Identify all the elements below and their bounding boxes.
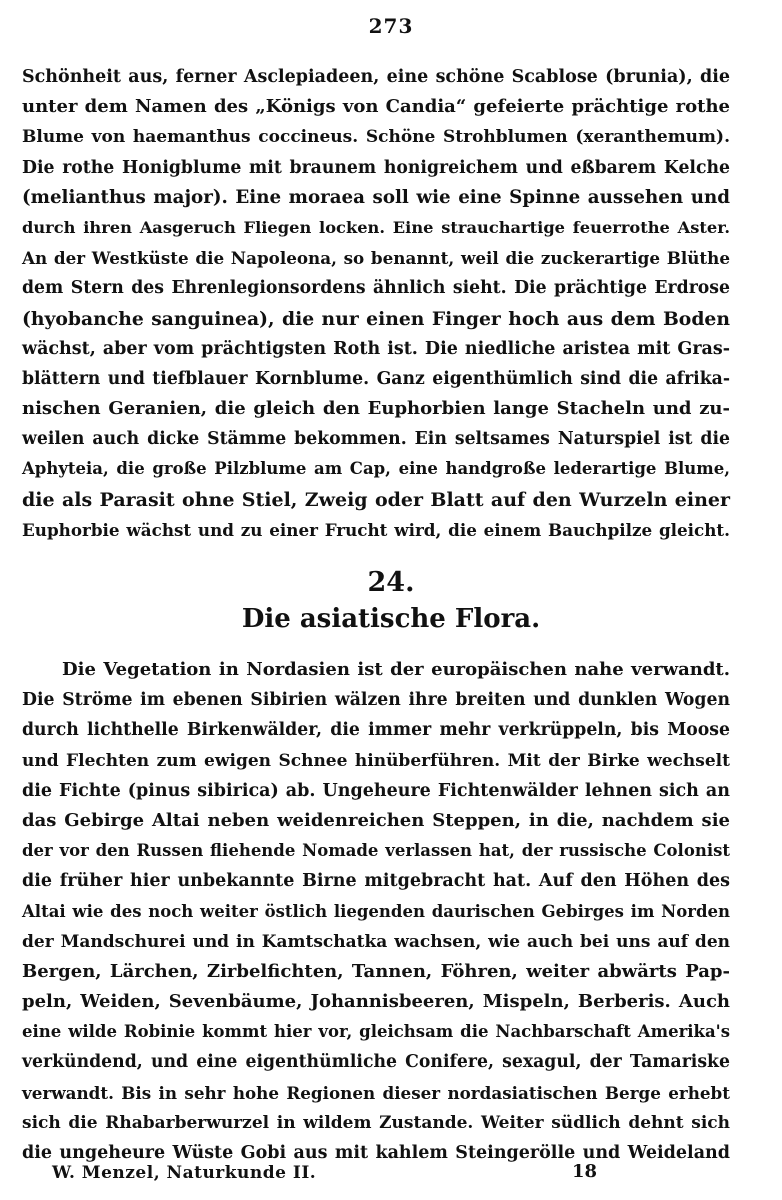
text-line: Die rothe Honigblume mit braunem honigreichem und eßbarem Kelche [22, 157, 730, 178]
text-line: sich die Rhabarberwurzel in wildem Zustande. Weiter südlich dehnt sich [22, 1112, 730, 1133]
text-line: das Gebirge Altai neben weidenreichen Steppen, in die, nachdem sie [22, 809, 730, 831]
text-line: die ungeheure Wüste Gobi aus mit kahlem Steingerölle und Weideland [22, 1143, 730, 1163]
page-number: 273 [368, 14, 414, 38]
text-line: die früher hier unbekannte Birne mitgebracht hat. Auf den Höhen des [22, 871, 730, 892]
text-line: wächst, aber vom prächtigsten Roth ist. Die niedliche aristea mit Gras- [22, 338, 730, 359]
text-line: durch lichthelle Birkenwälder, die immer mehr verkrüppeln, bis Moose [22, 720, 730, 741]
signature-mark: W. Menzel, Naturkunde II. [52, 1163, 317, 1183]
text-line: Euphorbie wächst und zu einer Frucht wird, die einem Bauchpilze gleicht. [22, 519, 730, 540]
text-line: die als Parasit ohne Stiel, Zweig oder Blatt auf den Wurzeln einer [22, 488, 730, 511]
text-line: blättern und tiefblauer Kornblume. Ganz eigenthümlich sind die afrika- [22, 368, 730, 389]
text-line: und Flechten zum ewigen Schnee hinüberführen. Mit der Birke wechselt [22, 750, 730, 771]
section-number: 24. [367, 567, 415, 598]
text-line: (hyobanche sanguinea), die nur einen Finger hoch aus dem Boden [22, 307, 730, 330]
text-line: durch ihren Aasgeruch Fliegen locken. Eine strauchartige feuerrothe Aster. [22, 217, 730, 237]
text-line: weilen auch dicke Stämme bekommen. Ein seltsames Naturspiel ist die [22, 429, 730, 450]
text-line: verkündend, und eine eigenthümliche Conifere, sexagul, der Tamariske [22, 1052, 730, 1073]
text-line: der Mandschurei und in Kamtschatka wachsen, wie auch bei uns auf den [22, 931, 730, 952]
text-line: der vor den Russen fliehende Nomade verlassen hat, der russische Colonist [22, 841, 730, 861]
text-line: Altai wie des noch weiter östlich liegenden daurischen Gebirges im Norden [22, 901, 730, 921]
text-line: Schönheit aus, ferner Asclepiadeen, eine schöne Scablose (brunia), die [22, 67, 730, 87]
text-line: Die Ströme im ebenen Sibirien wälzen ihre breiten und dunklen Wogen [22, 690, 730, 711]
text-line: verwandt. Bis in sehr hohe Regionen dieser nordasiatischen Berge erhebt [22, 1082, 730, 1103]
text-line: Blume von haemanthus coccineus. Schöne Strohblumen (xeranthemum). [22, 127, 730, 148]
text-line: An der Westküste die Napoleona, so benannt, weil die zuckerartige Blüthe [22, 248, 730, 269]
text-line: dem Stern des Ehrenlegionsordens ähnlich sieht. Die prächtige Erdrose [22, 278, 730, 299]
text-line: nischen Geranien, die gleich den Euphorbien lange Stacheln und zu- [22, 398, 730, 420]
paragraph-continuation [22, 62, 730, 545]
text-line: (melianthus major). Eine moraea soll wie eine Spinne aussehen und [22, 186, 730, 208]
text-line: Die Vegetation in Nordasien ist der europäischen nahe verwandt. [62, 659, 730, 680]
sheet-number: 18 [572, 1161, 598, 1182]
text-line: die Fichte (pinus sibirica) ab. Ungeheure Fichtenwälder lehnen sich an [22, 780, 730, 801]
text-line: eine wilde Robinie kommt hier vor, gleichsam die Nachbarschaft Amerika's [22, 1022, 730, 1042]
text-line: Aphyteia, die große Pilzblume am Cap, eine handgroße lederartige Blume, [22, 459, 730, 479]
text-line: unter dem Namen des „Königs von Candia“ gefeierte prächtige rothe [22, 96, 730, 118]
text-line: peln, Weiden, Sevenbäume, Johannisbeeren, Mispeln, Berberis. Auch [22, 991, 730, 1013]
text-line: Bergen, Lärchen, Zirbelfichten, Tannen, Föhren, weiter abwärts Pap- [22, 960, 730, 982]
section-title: Die asiatische Flora. [241, 604, 541, 634]
section-paragraph [22, 655, 730, 1168]
